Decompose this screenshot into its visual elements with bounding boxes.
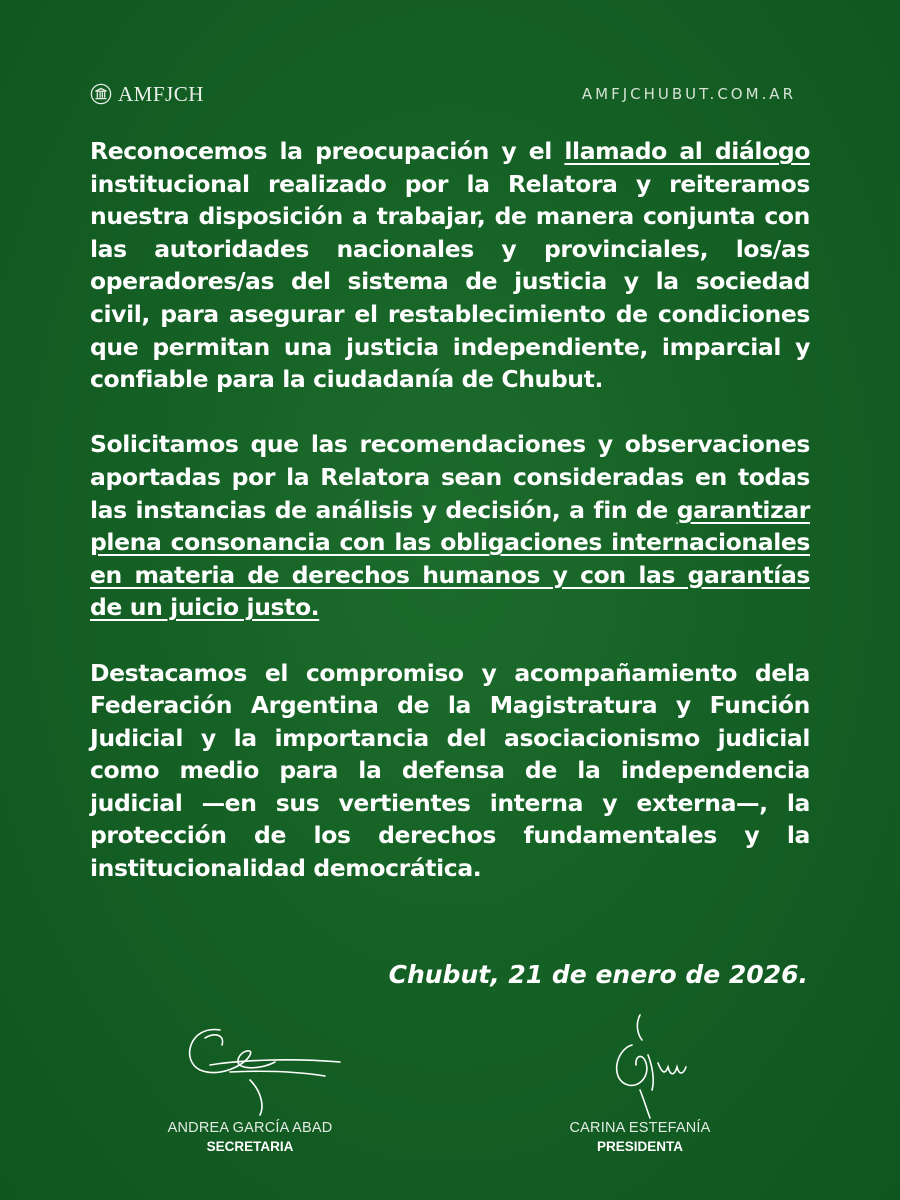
paragraph-2-underlined: garantizar plena consonancia con las obligaciones internacionales en materia de derechos humanos y con las garantías de un juicio justo.	[90, 495, 810, 622]
courthouse-icon	[90, 83, 112, 105]
statement-body	[90, 135, 810, 917]
logo[interactable]	[90, 82, 204, 107]
signature-name-president: CARINA ESTEFANÍA	[569, 1120, 711, 1136]
handwritten-signature-secretary	[150, 1010, 350, 1120]
signature-block-president	[490, 1005, 790, 1154]
signature-role-secretary: SECRETARIA	[206, 1139, 294, 1154]
signature-name-secretary: ANDREA GARCÍA ABAD	[167, 1120, 333, 1136]
logo-text: AMFJCH	[118, 81, 204, 106]
signature-role-president: PRESIDENTA	[596, 1139, 683, 1154]
paragraph-1-text-b: institucional realizado por la Relatora y reiteramos nuestra disposición a trabajar, de manera conjunta con las autoridades nacionales y provinciales, los/as operadores/as del sistema de justicia y la sociedad civil, para asegurar el restablecimiento de condiciones que permitan una justicia independiente, imparcial y confiable para la ciudadanía de Chubut.	[90, 169, 810, 394]
paragraph-3	[90, 657, 810, 885]
paragraph-2-text-a: Solicitamos que las recomendaciones y observaciones aportadas por la Relatora sean consideradas en todas las instancias de análisis y decisión, a fin de	[90, 430, 810, 524]
header	[90, 80, 810, 108]
paragraph-1	[90, 135, 810, 396]
paragraph-2	[90, 428, 810, 624]
paragraph-1-underlined: llamado al diálogo	[564, 137, 810, 165]
signature-block-secretary	[100, 1010, 400, 1154]
paragraph-1-text-a: Reconocemos la preocupación y el	[90, 137, 565, 165]
dateline: Chubut, 21 de enero de 2026.	[388, 960, 808, 989]
website-link[interactable]: AMFJCHUBUT.COM.AR	[581, 85, 796, 103]
handwritten-signature-president	[540, 1005, 740, 1120]
paragraph-3-text: Destacamos el compromiso y acompañamiento dela Federación Argentina de la Magistratura y Función Judicial y la importancia del asociacionismo judicial como medio para la defensa de la independencia judicial —en sus vertientes interna y externa—, la protección de los derechos fundamentales y la institucionalidad democrática.	[90, 658, 810, 883]
